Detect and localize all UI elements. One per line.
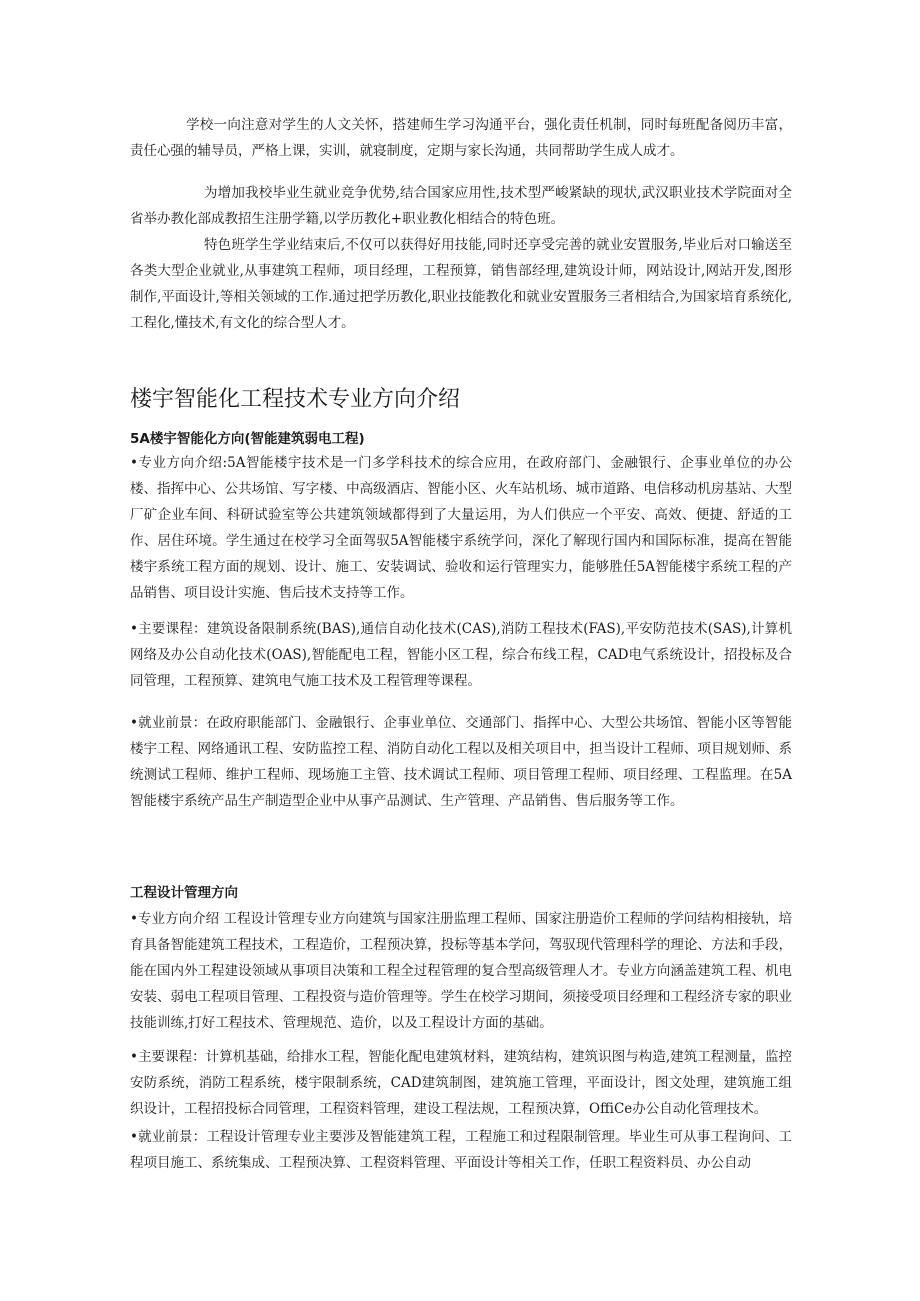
intro-paragraph-competition: 为增加我校毕业生就业竞争优势,结合国家应用性,技术型严峻紧缺的现状,武汉职业技术学院面对全省举办教化部成教招生注册学籍,以学历教化+职业教化相结合的特色班。 bbox=[130, 185, 792, 227]
intro-paragraph-special-class: 特色班学生学业结束后,不仅可以获得好用技能,同时还享受完善的就业安置服务,毕业后对口输送至各类大型企业就业,从事建筑工程师，项目经理，工程预算，销售部经理,建筑设计师，网站设计,网站开发,图形制作,平面设计,等相关领域的工作.通过把学历教化,职业技能教化和就业安置服务三者相结合,为国家培育系统化,工程化,懂技术,有文化的综合型人才。 bbox=[130, 237, 792, 331]
section1-main-courses: •主要课程：建筑设备限制系统(BAS),通信自动化技术(CAS),消防工程技术(FAS),平安防范技术(SAS),计算机网络及办公自动化技术(OAS),智能配电工程，智能小区工程，综合布线工程，CAD电气系统设计，招投标及合同管理，工程预算、建筑电气施工技术及工程管理等课程。 bbox=[130, 621, 792, 689]
section2-employment-prospects: •就业前景：工程设计管理专业主要涉及智能建筑工程，工程施工和过程限制管理。毕业生可从事工程询问、工程项目施工、系统集成、工程预决算、工程资料管理、平面设计等相关工作，任职工程资料员、办公自动 bbox=[130, 1129, 792, 1171]
section2-direction-intro: •专业方向介绍 工程设计管理专业方向建筑与国家注册监理工程师、国家注册造价工程师的学问结构相接轨，培育具备智能建筑工程技术，工程造价，工程预决算，投标等基本学问，驾驭现代管理科学的理论、方法和手段，能在国内外工程建设领域从事项目决策和工程全过程管理的复合型高级管理人才。专业方向涵盖建筑工程、机电安装、弱电工程项目管理、工程投资与造价管理等。学生在校学习期间，须接受项目经理和工程经济专家的职业技能训练,打好工程技术、管理规范、造价，以及工程设计方面的基础。 bbox=[130, 911, 792, 1031]
section2-main-courses: •主要课程：计算机基础，给排水工程，智能化配电建筑材料，建筑结构，建筑识图与构造,建筑工程测量，监控安防系统，消防工程系统，楼宇限制系统，CAD建筑制图，建筑施工管理，平面设计，图文处理，建筑施工组织设计，工程招投标合同管理，工程资料管理，建设工程法规，工程预决算，OffiCe办公自动化管理技术。 bbox=[130, 1049, 792, 1117]
intro-paragraph-care: 学校一向注意对学生的人文关怀，搭建师生学习沟通平台，强化责任机制，同时每班配备阅历丰富，责任心强的辅导员，严格上课，实训，就寝制度，定期与家长沟通，共同帮助学生成人成才。 bbox=[130, 117, 792, 159]
subsection-title-5a: 5A楼宇智能化方向(智能建筑弱电工程) bbox=[130, 431, 365, 447]
section1-employment-prospects: •就业前景：在政府职能部门、金融银行、企事业单位、交通部门、指挥中心、大型公共场馆、智能小区等智能楼宇工程、网络通讯工程、安防监控工程、消防自动化工程以及相关项目中，担当设计工程师、项目规划师、系统测试工程师、维护工程师、现场施工主管、技术调试工程师、项目管理工程师、项目经理、工程监理。在5A智能楼宇系统产品生产制造型企业中从事产品测试、生产管理、产品销售、售后服务等工作。 bbox=[130, 715, 792, 809]
section-title-building-intelligence: 楼宇智能化工程技术专业方向介绍 bbox=[130, 387, 461, 412]
subsection-title-design-management: 工程设计管理方向 bbox=[130, 885, 238, 901]
section1-direction-intro: •专业方向介绍:5A智能楼宇技术是一门多学科技术的综合应用，在政府部门、金融银行、企事业单位的办公楼、指挥中心、公共场馆、写字楼、中高级酒店、智能小区、火车站机场、城市道路、电信移动机房基站、大型厂矿企业车间、科研试验室等公共建筑领域都得到了大量运用，为人们供应一个平安、高效、便捷、舒适的工作、居住环境。学生通过在校学习全面驾驭5A智能楼宇系统学问，深化了解现行国内和国际标准，提高在智能楼宇系统工程方面的规划、设计、施工、安装调试、验收和运行管理实力，能够胜任5A智能楼宇系统工程的产品销售、项目设计实施、售后技术支持等工作。 bbox=[130, 455, 792, 601]
